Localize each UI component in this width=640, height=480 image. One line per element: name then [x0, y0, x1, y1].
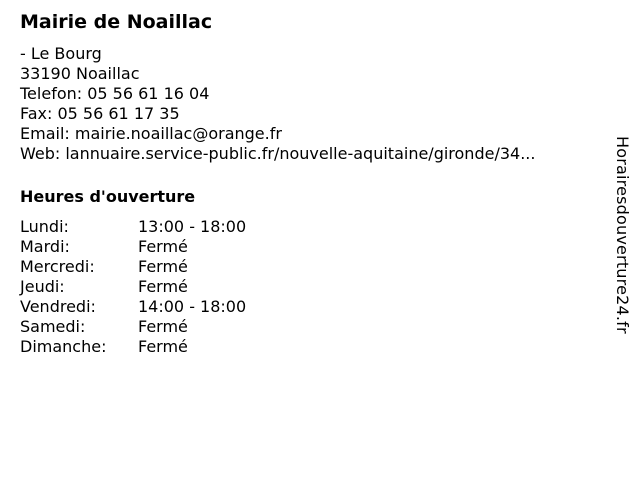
hours-row-monday — [20, 217, 600, 237]
day-label: Samedi: — [20, 317, 86, 336]
day-label: Lundi: — [20, 217, 69, 236]
hours-row-tuesday — [20, 237, 600, 257]
day-label: Vendredi: — [20, 297, 96, 316]
opening-hours-title: Heures d'ouverture — [20, 187, 196, 206]
day-label: Jeudi: — [20, 277, 65, 296]
fax-text: Fax: 05 56 61 17 35 — [20, 104, 180, 123]
contact-info — [20, 44, 600, 164]
business-card — [20, 10, 600, 357]
hours-row-friday — [20, 297, 600, 317]
address-line-1: - Le Bourg — [20, 44, 102, 63]
time-value: Fermé — [138, 317, 188, 336]
opening-hours-table — [20, 217, 600, 357]
site-brand-vertical: Horairesdouverture24.fr — [613, 136, 632, 334]
web-text: Web: lannuaire.service-public.fr/nouvelle-aquitaine/gironde/34... — [20, 144, 536, 163]
time-value: 13:00 - 18:00 — [138, 217, 247, 236]
email-text: Email: mairie.noaillac@orange.fr — [20, 124, 282, 143]
time-value: Fermé — [138, 257, 188, 276]
address-line-2: 33190 Noaillac — [20, 64, 140, 83]
phone-text: Telefon: 05 56 61 16 04 — [20, 84, 210, 103]
hours-row-wednesday — [20, 257, 600, 277]
hours-row-saturday — [20, 317, 600, 337]
time-value: Fermé — [138, 237, 188, 256]
time-value: 14:00 - 18:00 — [138, 297, 247, 316]
day-label: Dimanche: — [20, 337, 107, 356]
day-label: Mercredi: — [20, 257, 95, 276]
time-value: Fermé — [138, 277, 188, 296]
hours-row-thursday — [20, 277, 600, 297]
time-value: Fermé — [138, 337, 188, 356]
day-label: Mardi: — [20, 237, 70, 256]
business-name: Mairie de Noaillac — [20, 11, 213, 33]
hours-row-sunday — [20, 337, 600, 357]
